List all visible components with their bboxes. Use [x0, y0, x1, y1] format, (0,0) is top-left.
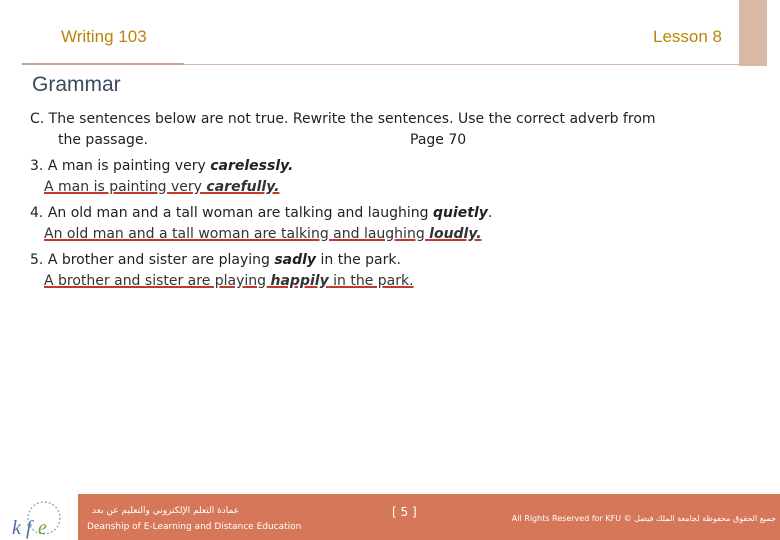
- answer-adverb: carefully.: [206, 179, 280, 195]
- question-adverb: sadly: [274, 252, 317, 268]
- answer-adverb: happily: [270, 273, 329, 289]
- question-text-end: in the park.: [316, 252, 401, 268]
- answer-sentence: [44, 177, 279, 198]
- exercise-item-4: [30, 203, 730, 245]
- answer-text: A brother and sister are playing: [44, 273, 271, 289]
- question-adverb: quietly: [432, 205, 488, 221]
- question-text: A brother and sister are playing: [47, 252, 275, 268]
- question-text: A man is painting very: [47, 158, 211, 174]
- instruction-line-2: the passage.: [58, 132, 149, 148]
- svg-text:e: e: [38, 517, 47, 539]
- exercise-instruction: [30, 109, 730, 151]
- section-title: Grammar: [32, 73, 121, 96]
- footer-deanship-english: Deanship of E-Learning and Distance Education: [87, 522, 302, 532]
- answer-text-end: in the park.: [328, 273, 414, 289]
- header-divider-accent: [22, 63, 184, 65]
- question-text: An old man and a tall woman are talking and laughing: [47, 205, 433, 221]
- answer-adverb: loudly.: [429, 226, 482, 242]
- item-number: 5.: [30, 252, 44, 268]
- corner-accent-bar: [739, 0, 767, 66]
- answer-text: An old man and a tall woman are talking and laughing: [44, 226, 430, 242]
- instruction-line-1: C. The sentences below are not true. Rewrite the sentences. Use the correct adverb from: [30, 111, 656, 127]
- course-title: Writing 103: [61, 27, 147, 46]
- answer-text: A man is painting very: [44, 179, 207, 195]
- svg-text:k: k: [12, 517, 21, 539]
- item-number: 4.: [30, 205, 44, 221]
- question-adverb: carelessly.: [210, 158, 294, 174]
- exercise-item-3: [30, 156, 730, 198]
- item-number: 3.: [30, 158, 44, 174]
- footer-deanship-arabic: عمادة التعلم الإلكتروني والتعليم عن بعد: [92, 506, 240, 516]
- question-text-end: .: [487, 205, 493, 221]
- lesson-title: Lesson 8: [653, 27, 722, 46]
- page-reference: Page 70: [410, 132, 467, 148]
- answer-sentence: [44, 271, 414, 292]
- footer-copyright: All Rights Reserved for KFU © جميع الحقوق محفوظة لجامعة الملك فيصل: [511, 514, 776, 523]
- answer-sentence: [44, 224, 482, 245]
- exercise-content: [30, 109, 730, 297]
- svg-text:f: f: [26, 517, 32, 539]
- exercise-item-5: [30, 250, 730, 292]
- footer-page-number: [ 5 ]: [392, 505, 417, 519]
- kfu-logo-icon: [4, 500, 72, 540]
